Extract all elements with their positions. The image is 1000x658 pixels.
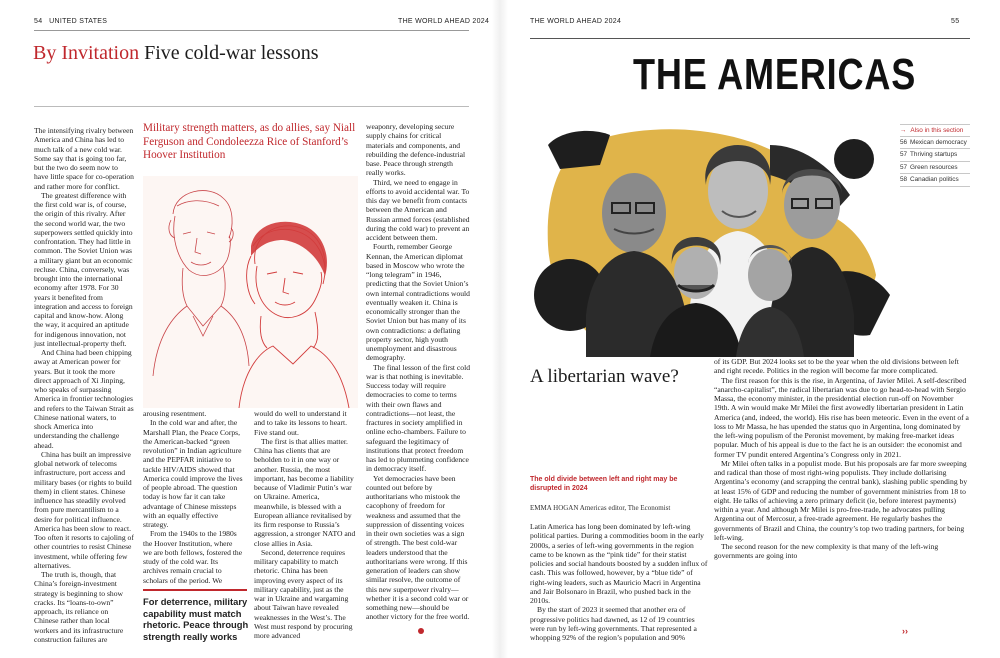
paragraph: The intensifying rivalry between America and China has led to much talk of a new cold war. Some say that is going too far, but the two do seem now to have little space for co-operation and rather more for conflict. xyxy=(34,126,134,191)
sidebar-item-mexican-democracy[interactable]: 56 Mexican democracy xyxy=(900,137,970,150)
end-mark-icon xyxy=(418,628,424,634)
paragraph: of its GDP. But 2024 looks set to be the year when the old divisions between left and right recede. Politics in the region will become far more complicated. xyxy=(714,357,959,376)
paragraph: The truth is, though, that China’s foreign-investment strategy is beginning to show cracks. Its “loans-to-own” approach, its reliance on Chinese rather than local workers and its infrastructure construction failures are xyxy=(34,570,124,644)
section-name: UNITED STATES xyxy=(49,18,108,25)
article-column-2 xyxy=(143,409,243,585)
article-column-4 xyxy=(366,122,470,642)
title-red: By Invitation xyxy=(33,42,140,64)
right-page xyxy=(500,0,1000,658)
pull-quote: For deterrence, military capability must match rhetoric. Peace through strength really works xyxy=(143,596,249,642)
article-column-1 xyxy=(530,522,708,652)
pull-quote-rule xyxy=(143,589,247,591)
page-number: 54 xyxy=(34,18,43,25)
paragraph: In the cold war and after, the Marshall Plan, the Peace Corps, the American-backed “green revolution” in Indian agriculture and the PEPFAR initiative to tackle HIV/AIDS showed that America could improve the lives of people abroad. The question today is how far it can take advantage of Chinese missteps with an equally effective strategy. xyxy=(143,418,243,529)
arrow-right-icon: → xyxy=(900,126,907,134)
page-number: 55 xyxy=(951,18,960,25)
paragraph: The first is that allies matter. China has clients that are beholden to it in one way or another. Russia, the most important, has become a liability because of Vladimir Putin’s war on Ukraine. America, meanwhile, is blessed with a European alliance revitalised by its firm response to Russia’s aggression, a stronger NATO and close allies in Asia. xyxy=(254,436,356,548)
standfirst: Military strength matters, as do allies, say Niall Ferguson and Condoleezza Rice of Stanford’s Hoover Institution xyxy=(143,122,356,162)
paragraph: would do well to understand it and to take its lessons to heart. Five stand out. xyxy=(254,409,348,437)
left-running-head xyxy=(34,18,107,25)
title-black: Five cold-war lessons xyxy=(144,42,319,64)
article-standfirst: The old divide between left and right may be disrupted in 2024 xyxy=(530,476,678,492)
paragraph: Fourth, remember George Kennan, the American diplomat based in Moscow who wrote the “long telegram” in 1946, predicting that the Soviet Union’s own internal contradictions would eventually weaken it. China is economically stronger than the Soviet Union but has many of its own contradictions: a deflating property sector, high youth unemployment and disastrous demography. xyxy=(366,242,470,363)
paragraph: China has built an impressive global network of telecoms infrastructure, port access and military bases (or rights to build them) in client states. Chinese influence has steadily evolved from pure mercantilism to a desire for political influence. America has been slow to react. Too often it resorts to cajoling of other countries to resist Chinese investment, while offering few alternatives. xyxy=(34,449,134,570)
paragraph: The greatest difference with the first cold war is, of course, the origin of this rivalry. After the second world war, the two superpowers settled quickly into confrontation. They had little in common. The Soviet Union was a military giant but an economic recluse. China, conversely, was brought into the international economy after 1978. For 30 years it benefited from integration and access to foreign capital and know-how. Along the way, it acquired an aptitude for indigenous innovation, not just intellectual-property theft. xyxy=(34,190,133,348)
paragraph: The final lesson of the first cold war is that nothing is inevitable. Success today will require democracies to come to terms with their own flaws and contradictions—not least, the fractures in society amplified in online echo-chambers. Failure to safeguard the legitimacy of institutions that protect freedom has led to plummeting confidence in democracy itself. xyxy=(366,362,471,474)
header-rule xyxy=(530,38,970,39)
sidebar-item-green-resources[interactable]: 57 Green resources xyxy=(900,162,970,175)
section-title: THE AMERICAS xyxy=(633,50,917,99)
paragraph: Mr Milei often talks in a populist mode. But his proposals are far more sweeping and radical than those of most right-wing populists. They include dollarising Argentina’s economy (and scrapping the central bank), slashing public spending by at least 15% of GDP and reducing the number of government ministries from 18 to eight. He talks of achieving a zero primary deficit (ie, before interest payments) within a year. And although Mr Milei is pro-free-trade, he advocates pulling Argentina out of Mercosur, a free-trade agreement. He regularly bashes the governments of Brazil and China, the country’s top two trading partners, for being left-wing. xyxy=(714,458,968,542)
header-rule xyxy=(34,30,469,31)
sidebar-item-canadian-politics[interactable]: 58 Canadian politics xyxy=(900,174,970,187)
paragraph: The second reason for the new complexity is that many of the left-wing governments are going into xyxy=(714,542,939,561)
paragraph: Second, deterrence requires military capability to match rhetoric. China has been improving every aspect of its military capability, just as the war in Ukraine and wargaming about Taiwan have revealed weaknesses in the West’s. The West must respond by procuring more advanced xyxy=(254,547,353,640)
paragraph: Yet democracies have been counted out before by authoritarians who mistook the cacophony of freedom for weakness and assumed that the suppression of dissenting voices in their own societies was a sign of strength. The best cold-war leaders understood that the authoritarians were wrong. If this generation of leaders can show similar resolve, the outcome of this new superpower rivalry—whether it is a second cold war or something new—should be another victory for the free world. xyxy=(366,473,470,622)
publication-name: THE WORLD AHEAD 2024 xyxy=(398,18,490,25)
paragraph: The first reason for this is the rise, in Argentina, of Javier Milei. A self-described “anarcho-capitalist”, the radical libertarian was due to go head-to-head with Sergio Massa, the economy minister, in the presidential election run-off on November 19th. A win would make Mr Milei the first avowedly libertarian president in Latin America (and, indeed, the world). His rise has been meteoric. Even in the event of a loss to Mr Massa, he has upended the status quo in Argentina, long dominated by the left-wing populism of the Peronist movement, by making free-market ideas popular. Much of his appeal is due to the fact he is an outsider: the economist and former TV pundit entered Argentina’s Congress only in 2021. xyxy=(714,375,969,459)
paragraph: weaponry, developing secure supply chains for critical materials and components, and rebuilding the defence-industrial base. Peace through strength really works. xyxy=(366,122,466,178)
title-rule xyxy=(34,106,469,107)
paragraph: Third, we need to engage in efforts to avoid accidental war. To this day we benefit from contacts between the American and Russian armed forces (established during the cold war) to prevent an accident between them. xyxy=(366,177,470,242)
paragraph: And China had been chipping away at American power for years. But it took the more direct approach of Xi Jinping, who speaks of surpassing America in frontier technologies and refers to the Taiwan Strait as Chinese national waters, to shock America into understanding the challenge ahead. xyxy=(34,348,134,450)
paragraph: By the start of 2023 it seemed that another era of progressive politics had dawned, as 12 of 19 countries were run by left-wing governments. That represented a whopping 92% of the region’s population and 90% xyxy=(530,605,697,642)
publication-name: THE WORLD AHEAD 2024 xyxy=(530,18,622,25)
also-in-section-box xyxy=(900,124,970,187)
sidebar-item-thriving-startups[interactable]: 57 Thriving startups xyxy=(900,149,970,162)
byline: EMMA HOGAN Americas editor, The Economist xyxy=(530,504,671,512)
continue-arrow-icon[interactable]: ›› xyxy=(902,626,908,636)
leaders-photo-collage xyxy=(530,125,893,357)
paragraph: arousing resentment. xyxy=(143,409,207,418)
article-column-3 xyxy=(254,409,356,649)
paragraph: Latin America has long been dominated by left-wing political parties. During a commodities boom in the early 2000s, a series of left-wing governments in the region came to be known as the “pink tide” for their statist policies and social handouts boosted by a sudden influx of cash. This was followed, however, by a “blue tide” of right-wing leaders, such as Mauricio Macri in Argentina and Jair Bolsonaro in Brazil, who pushed back in the 2010s. xyxy=(530,522,708,605)
article-column-1 xyxy=(34,126,134,656)
also-in-section-heading: → Also in this section xyxy=(900,124,970,137)
article-column-2 xyxy=(714,357,970,645)
paragraph: From the 1940s to the 1980s the Hoover Institution, where we are both fellows, fostered the study of the cold war. Its archives remain crucial to scholars of the period. We xyxy=(143,529,243,585)
article-headline: A libertarian wave? xyxy=(530,366,679,387)
page-title xyxy=(33,42,319,65)
portrait-illustration xyxy=(143,176,358,408)
